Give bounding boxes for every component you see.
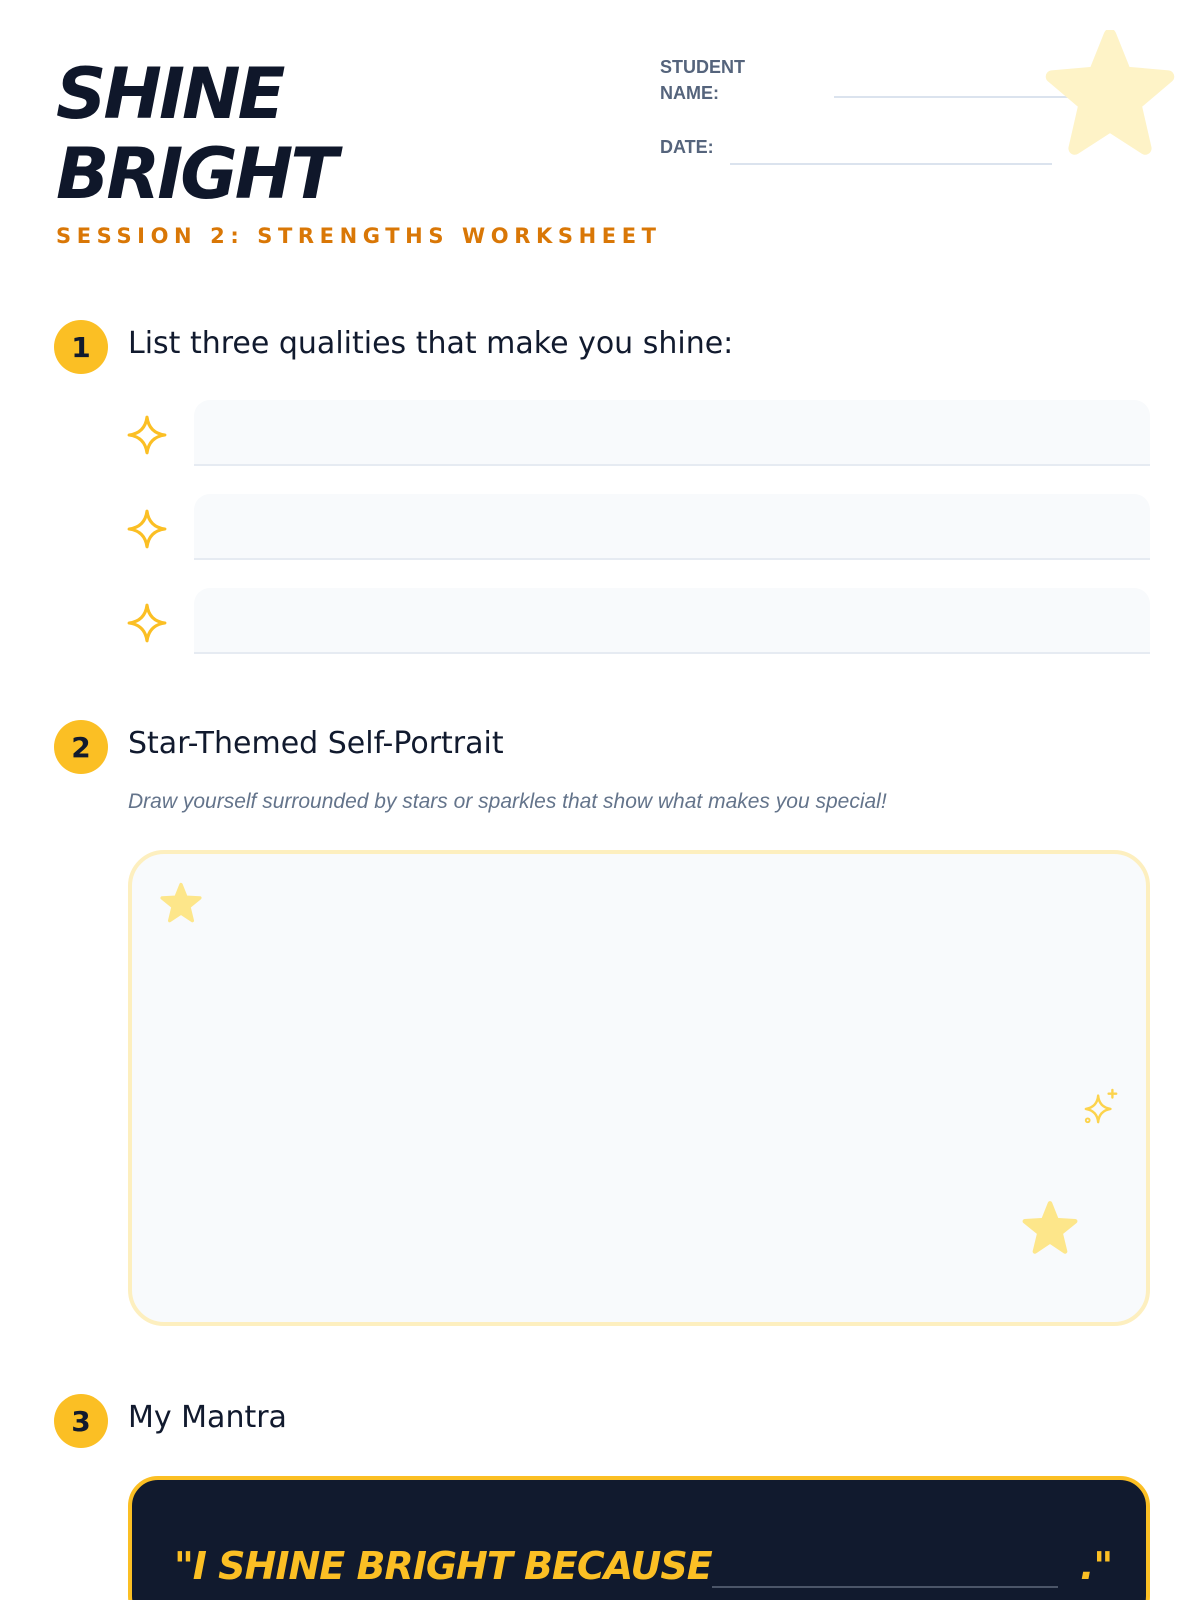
section-title: List three qualities that make you shine: [128, 326, 734, 361]
section-title: My Mantra [128, 1400, 287, 1435]
star-icon [1022, 1200, 1078, 1256]
quality-answer-field[interactable] [194, 588, 1150, 654]
date-field[interactable] [730, 163, 1052, 165]
star-icon [160, 882, 202, 924]
subtitle: SESSION 2: STRENGTHS WORKSHEET [56, 224, 662, 248]
quality-answer-field[interactable] [194, 400, 1150, 466]
title-line-2: BRIGHT [56, 133, 336, 215]
star-icon [1044, 30, 1176, 156]
mantra-closing: ." [1080, 1544, 1113, 1588]
sparkle-icon [126, 602, 168, 644]
sparkle-icon [126, 508, 168, 550]
section-number-badge: 1 [54, 320, 108, 374]
date-label: DATE: [660, 137, 714, 157]
section-number-badge: 2 [54, 720, 108, 774]
section-number-badge: 3 [54, 1394, 108, 1448]
sparkles-icon [1082, 1088, 1120, 1126]
student-name-label: STUDENT NAME: [660, 57, 745, 103]
mantra-prompt: "I SHINE BRIGHT BECAUSE [174, 1544, 712, 1588]
quality-answer-field[interactable] [194, 494, 1150, 560]
self-portrait-drawing-area[interactable] [128, 850, 1150, 1326]
sparkle-icon [126, 414, 168, 456]
mantra-answer-field[interactable] [712, 1586, 1058, 1588]
portrait-instruction: Draw yourself surrounded by stars or sparkles that show what makes you special! [128, 790, 887, 813]
section-title: Star-Themed Self-Portrait [128, 726, 504, 761]
title-line-1: SHINE [56, 53, 283, 135]
